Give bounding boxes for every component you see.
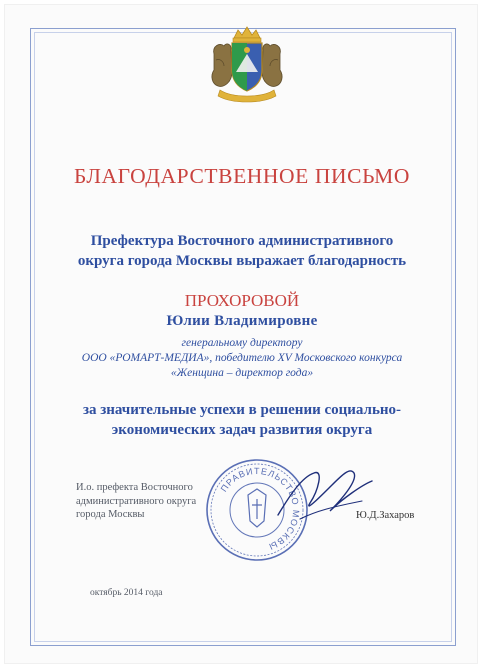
certificate-title: БЛАГОДАРСТВЕННОЕ ПИСЬМО (73, 164, 411, 188)
position-line: генеральному директору (181, 337, 303, 349)
position-line: «Женщина – директор года» (170, 367, 314, 379)
gratitude-reason (0, 400, 484, 440)
reason-line: за значительные успехи в решении социально- (82, 402, 402, 418)
signer-title-line: И.о. префекта Восточного (76, 482, 193, 493)
position-line: ООО «РОМАРТ-МЕДИА», победителю XV Московского конкурса (81, 352, 403, 364)
prefecture-text (0, 231, 484, 271)
recipient-name: Юлии Владимировне (166, 313, 318, 329)
prefecture-line: Префектура Восточного административного (90, 233, 394, 249)
seal-text: ПРАВИТЕЛЬСТВО МОСКВЫ (218, 465, 302, 553)
signer-title-line: города Москвы (76, 509, 145, 520)
recipient-position (0, 336, 484, 381)
signee-name: Ю.Д.Захаров (356, 510, 415, 521)
prefecture-line: округа города Москвы выражает благодарность (77, 253, 407, 269)
issue-date: октябрь 2014 года (90, 588, 163, 598)
recipient-surname: ПРОХОРОВОЙ (184, 291, 300, 310)
reason-line: экономических задач развития округа (111, 422, 373, 438)
moscow-east-district-coat-of-arms-icon (202, 24, 292, 106)
signer-title-line: административного округа (76, 495, 197, 507)
handwritten-signature-icon (270, 455, 380, 535)
